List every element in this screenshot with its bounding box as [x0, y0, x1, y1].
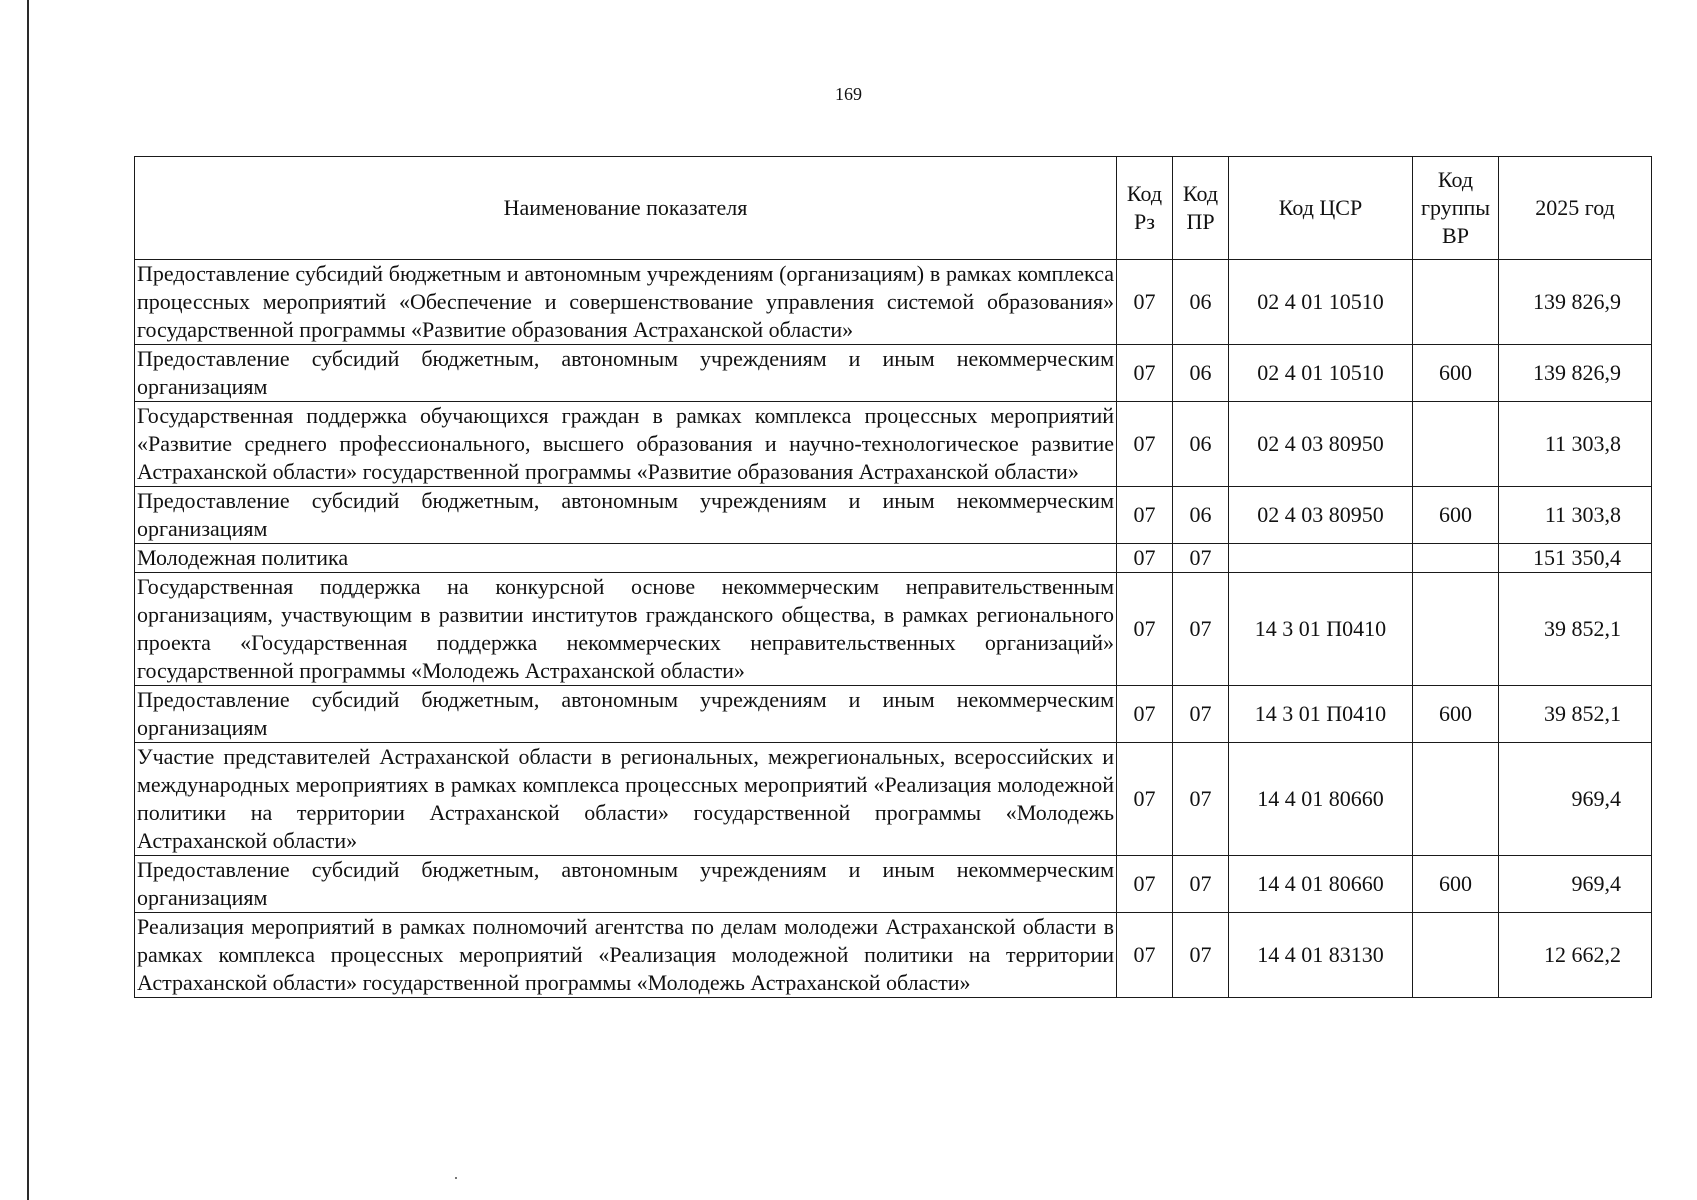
- row-name: Предоставление субсидий бюджетным, автономным учреждениям и иным некоммерческим организациям: [135, 686, 1117, 743]
- row-name: Реализация мероприятий в рамках полномочий агентства по делам молодежи Астраханской области в рамках комплекса процессных мероприятий «Реализация молодежной политики на территории Астраханской области» государственной программы «Молодежь Астраханской области»: [135, 913, 1117, 998]
- row-vr: [1413, 260, 1499, 345]
- row-amount: 39 852,1: [1499, 573, 1652, 686]
- row-amount: 151 350,4: [1499, 544, 1652, 573]
- row-amount: 11 303,8: [1499, 487, 1652, 544]
- row-vr: 600: [1413, 686, 1499, 743]
- row-vr: 600: [1413, 345, 1499, 402]
- table-row: [135, 573, 1652, 686]
- row-rz: 07: [1117, 544, 1173, 573]
- row-name: Молодежная политика: [135, 544, 1117, 573]
- row-amount: 969,4: [1499, 743, 1652, 856]
- row-name: Государственная поддержка обучающихся граждан в рамках комплекса процессных мероприятий «Развитие среднего профессионального, высшего образования и научно-технологическое развитие Астраханской области» государственной программы «Развитие образования Астраханской области»: [135, 402, 1117, 487]
- row-name: Предоставление субсидий бюджетным, автономным учреждениям и иным некоммерческим организациям: [135, 856, 1117, 913]
- row-rz: 07: [1117, 573, 1173, 686]
- table-row: [135, 544, 1652, 573]
- row-name: Предоставление субсидий бюджетным, автономным учреждениям и иным некоммерческим организациям: [135, 345, 1117, 402]
- row-amount: 139 826,9: [1499, 345, 1652, 402]
- row-vr: [1413, 573, 1499, 686]
- row-csr: 14 4 01 83130: [1229, 913, 1413, 998]
- row-vr: [1413, 913, 1499, 998]
- row-amount: 12 662,2: [1499, 913, 1652, 998]
- table-row: [135, 856, 1652, 913]
- table-row: [135, 260, 1652, 345]
- row-pr: 06: [1173, 260, 1229, 345]
- table-row: [135, 913, 1652, 998]
- row-amount: 39 852,1: [1499, 686, 1652, 743]
- header-name: Наименование показателя: [135, 157, 1117, 260]
- row-csr: 02 4 03 80950: [1229, 402, 1413, 487]
- scan-speck: [455, 1177, 457, 1179]
- row-pr: 07: [1173, 913, 1229, 998]
- header-year: 2025 год: [1499, 157, 1652, 260]
- row-rz: 07: [1117, 856, 1173, 913]
- row-amount: 969,4: [1499, 856, 1652, 913]
- row-pr: 06: [1173, 402, 1229, 487]
- row-vr: [1413, 544, 1499, 573]
- row-vr: [1413, 743, 1499, 856]
- row-rz: 07: [1117, 743, 1173, 856]
- row-amount: 139 826,9: [1499, 260, 1652, 345]
- table-row: [135, 487, 1652, 544]
- table-body: [135, 260, 1652, 998]
- row-csr: 02 4 01 10510: [1229, 260, 1413, 345]
- row-name: Государственная поддержка на конкурсной основе некоммерческим неправительственным организациям, участвующим в развитии институтов гражданского общества, в рамках регионального проекта «Государственная поддержка некоммерческих неправительственных организаций» государственной программы «Молодежь Астраханской области»: [135, 573, 1117, 686]
- row-csr: 14 4 01 80660: [1229, 856, 1413, 913]
- row-rz: 07: [1117, 913, 1173, 998]
- row-pr: 07: [1173, 573, 1229, 686]
- row-pr: 07: [1173, 856, 1229, 913]
- row-name: Предоставление субсидий бюджетным и автономным учреждениям (организациям) в рамках комплекса процессных мероприятий «Обеспечение и совершенствование управления системой образования» государственной программы «Развитие образования Астраханской области»: [135, 260, 1117, 345]
- row-rz: 07: [1117, 260, 1173, 345]
- row-csr: 14 3 01 П0410: [1229, 686, 1413, 743]
- table-row: [135, 686, 1652, 743]
- table-header: [135, 157, 1652, 260]
- row-amount: 11 303,8: [1499, 402, 1652, 487]
- header-pr: Код ПР: [1173, 157, 1229, 260]
- row-rz: 07: [1117, 402, 1173, 487]
- header-rz: Код Рз: [1117, 157, 1173, 260]
- row-csr: 14 4 01 80660: [1229, 743, 1413, 856]
- header-vr: Код группы ВР: [1413, 157, 1499, 260]
- row-name: Предоставление субсидий бюджетным, автономным учреждениям и иным некоммерческим организациям: [135, 487, 1117, 544]
- row-pr: 07: [1173, 743, 1229, 856]
- row-vr: 600: [1413, 856, 1499, 913]
- header-csr: Код ЦСР: [1229, 157, 1413, 260]
- row-csr: 02 4 03 80950: [1229, 487, 1413, 544]
- row-csr: [1229, 544, 1413, 573]
- row-csr: 02 4 01 10510: [1229, 345, 1413, 402]
- row-name: Участие представителей Астраханской области в региональных, межрегиональных, всероссийских и международных мероприятиях в рамках комплекса процессных мероприятий «Реализация молодежной политики на территории Астраханской области» государственной программы «Молодежь Астраханской области»: [135, 743, 1117, 856]
- header-row: [135, 157, 1652, 260]
- table-row: [135, 402, 1652, 487]
- row-pr: 06: [1173, 487, 1229, 544]
- table-row: [135, 743, 1652, 856]
- row-pr: 07: [1173, 544, 1229, 573]
- row-rz: 07: [1117, 487, 1173, 544]
- row-vr: [1413, 402, 1499, 487]
- table-row: [135, 345, 1652, 402]
- row-rz: 07: [1117, 345, 1173, 402]
- row-pr: 06: [1173, 345, 1229, 402]
- row-csr: 14 3 01 П0410: [1229, 573, 1413, 686]
- row-pr: 07: [1173, 686, 1229, 743]
- row-rz: 07: [1117, 686, 1173, 743]
- row-vr: 600: [1413, 487, 1499, 544]
- binding-margin-line: [27, 0, 29, 1200]
- page-number: 169: [835, 84, 862, 104]
- budget-table: [134, 156, 1652, 998]
